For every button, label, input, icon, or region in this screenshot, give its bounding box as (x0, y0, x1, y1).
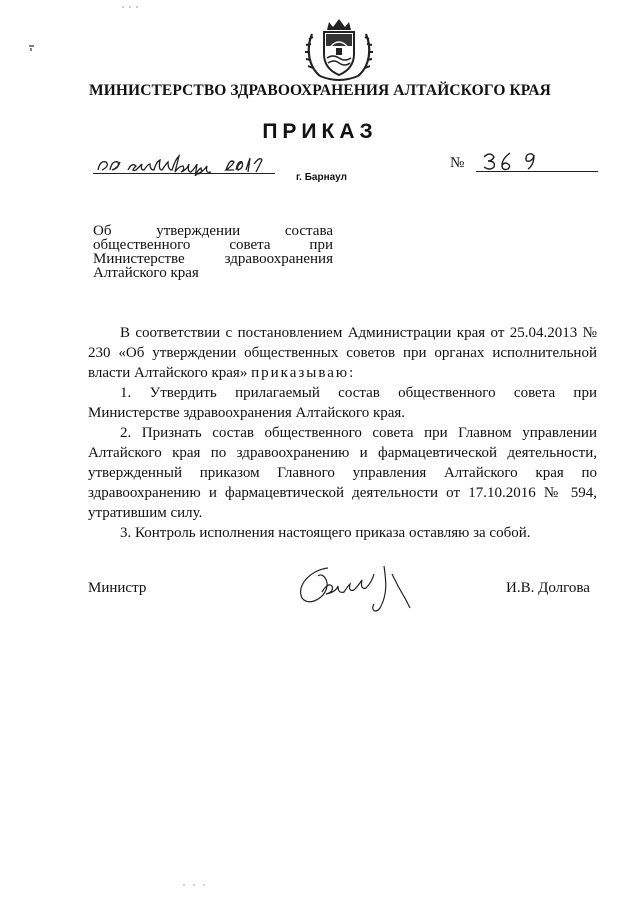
handwritten-signature-icon (292, 556, 422, 616)
number-underline (476, 171, 598, 172)
city-label: г. Барнаул (296, 172, 347, 183)
order-body (88, 323, 597, 543)
coat-of-arms-icon (300, 10, 378, 88)
signatory-title: Министр (88, 580, 147, 596)
scan-dots-icon (120, 4, 150, 10)
scan-mark-icon (28, 44, 36, 52)
item-1: 1. Утвердить прилагаемый состав общественного совета при Министерстве здравоохранения Алтайского края. (88, 385, 597, 421)
handwritten-number (478, 149, 548, 173)
intro-text: В соответствии с постановлением Администрации края от 25.04.2013 № 230 «Об утверждении общественных советов при органах исполнительной власти Алтайского края» (88, 325, 597, 381)
order-subject: Об утверждении состава общественного совета при Министерстве здравоохранения Алтайского края (93, 223, 333, 281)
document-type-title: ПРИКАЗ (262, 120, 378, 143)
number-label: № (450, 155, 465, 171)
item-2: 2. Признать состав общественного совета при Главном управлении Алтайского края по здравоохранению и фармацевтической деятельности, утвержденный приказом Главного управления Алтайского края по здравоохранению и фармацевтической деятельности от 17.10.2016 № 594, утратившим силу. (88, 425, 597, 521)
order-word: приказываю: (251, 365, 356, 381)
ministry-name: МИНИСТЕРСТВО ЗДРАВООХРАНЕНИЯ АЛТАЙСКОГО КРАЯ (89, 82, 551, 99)
intro-paragraph (88, 323, 597, 383)
date-underline (93, 173, 275, 174)
scan-dots-icon (180, 882, 210, 888)
signatory-name: И.В. Долгова (506, 580, 590, 596)
item-3: 3. Контроль исполнения настоящего приказа оставляю за собой. (120, 525, 531, 541)
